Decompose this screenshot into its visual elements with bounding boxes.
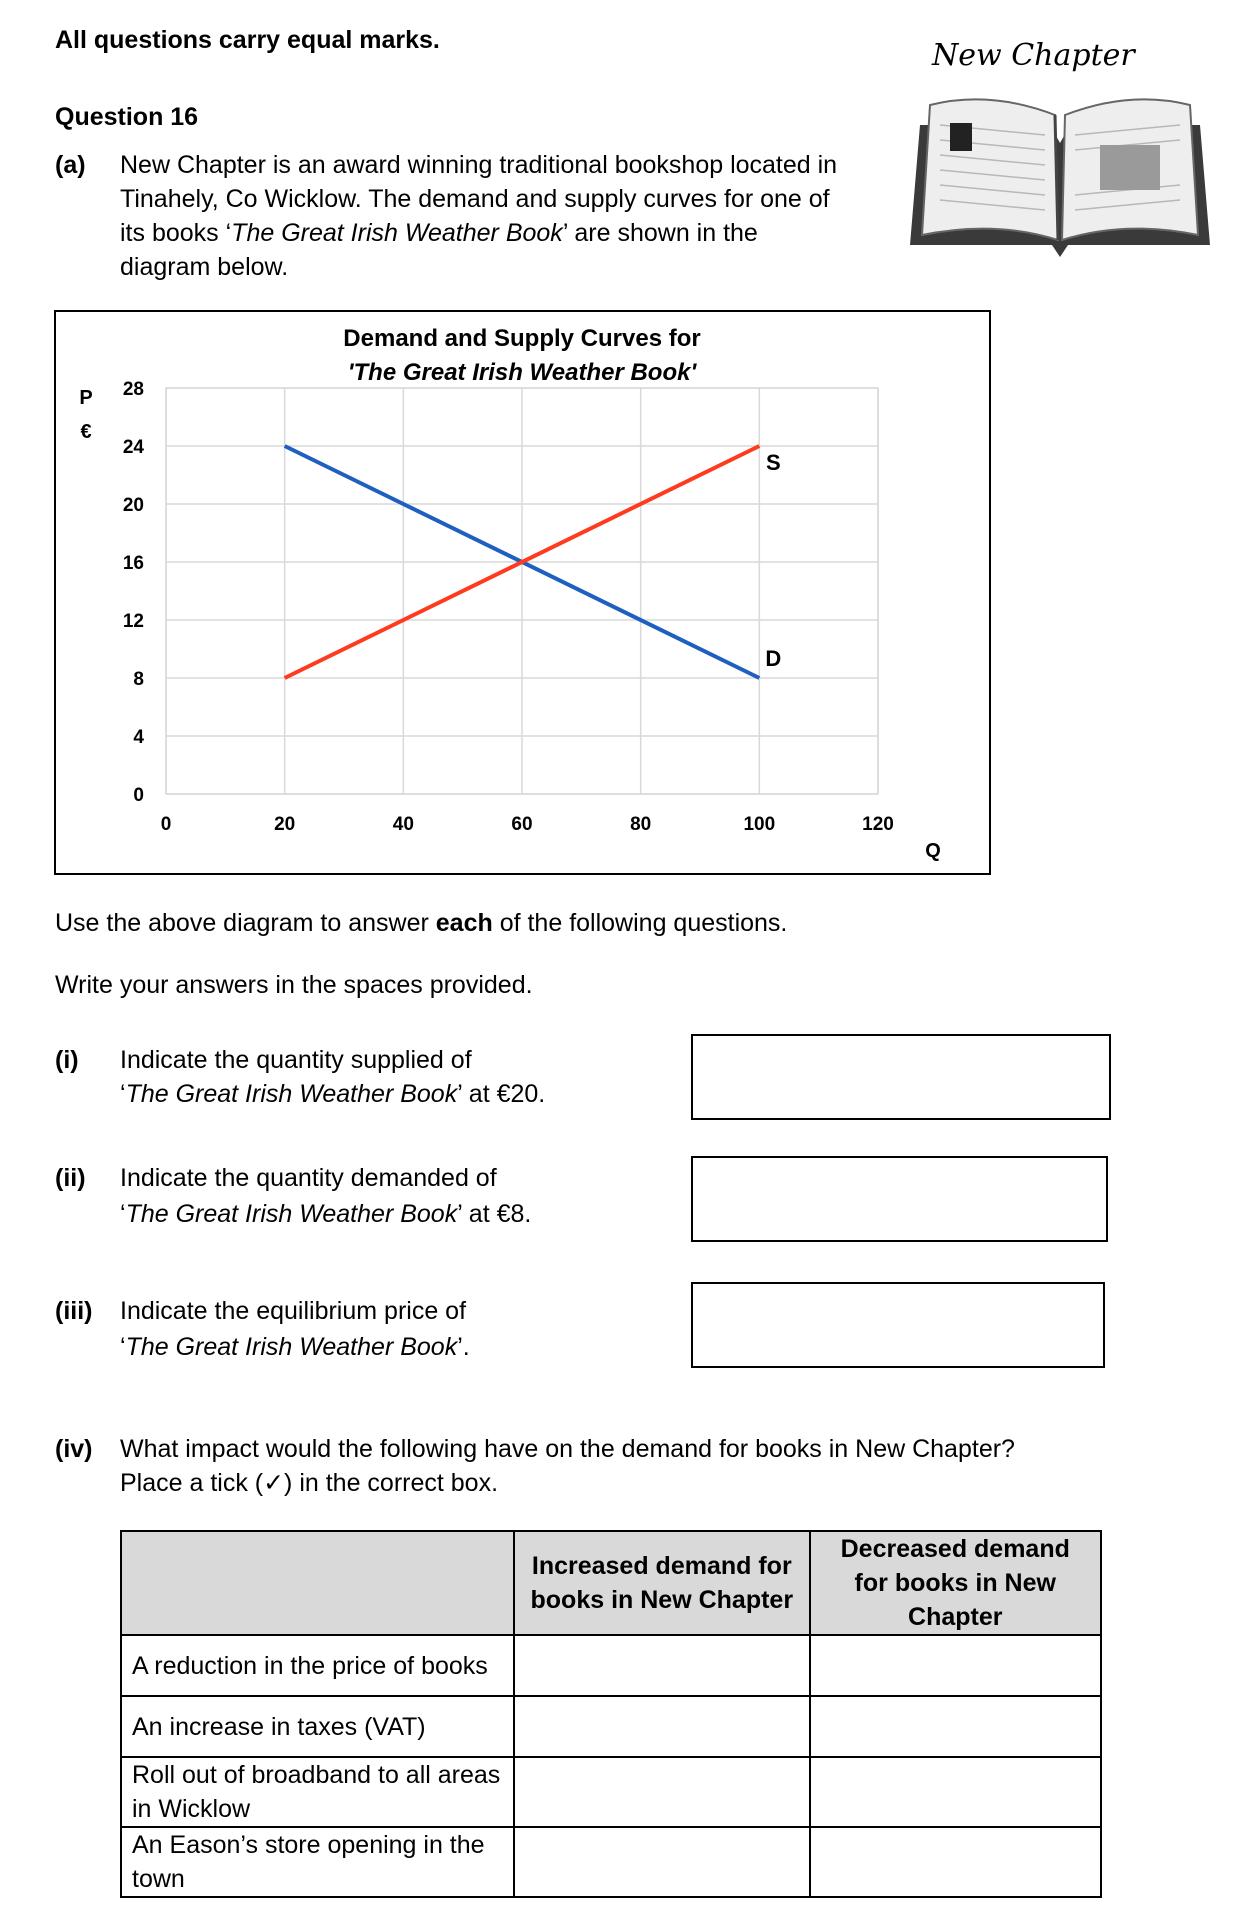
part-iv-label: (iv) bbox=[55, 1435, 93, 1463]
chart-title: Demand and Supply Curves for bbox=[343, 325, 701, 352]
part-a-line-3: its books ‘The Great Irish Weather Book’ are shown in the bbox=[120, 219, 758, 247]
logo-title: New Chapter bbox=[932, 38, 1135, 73]
series-label-s: S bbox=[765, 450, 781, 475]
write-answers-text: Write your answers in the spaces provided. bbox=[55, 971, 533, 999]
table-row bbox=[121, 1696, 1101, 1757]
column-decreased-demand: Decreased demand for books in New Chapter bbox=[810, 1531, 1102, 1635]
table-header-row bbox=[121, 1531, 1101, 1635]
y-tick-label: 4 bbox=[133, 727, 144, 748]
row-label: A reduction in the price of books bbox=[121, 1635, 514, 1696]
new-chapter-logo bbox=[900, 30, 1220, 255]
x-tick-label: 100 bbox=[743, 814, 776, 835]
row-label: Roll out of broadband to all areas in Wicklow bbox=[121, 1757, 514, 1827]
table-row bbox=[121, 1827, 1101, 1897]
tick-cell-decreased[interactable] bbox=[810, 1696, 1102, 1757]
table-header-blank bbox=[121, 1531, 514, 1635]
answer-box-ii[interactable] bbox=[691, 1156, 1108, 1242]
sub-question-iii-label: (iii) bbox=[55, 1297, 93, 1325]
open-book-icon bbox=[900, 85, 1220, 260]
book-title-italic: The Great Irish Weather Book bbox=[231, 219, 563, 247]
part-a-line-2: Tinahely, Co Wicklow. The demand and supply curves for one of bbox=[120, 185, 830, 213]
y-tick-label: 12 bbox=[122, 611, 144, 632]
part-a-line-1: New Chapter is an award winning traditional bookshop located in bbox=[120, 151, 838, 179]
y-axis-label: P bbox=[79, 387, 93, 409]
tick-cell-increased[interactable] bbox=[514, 1635, 809, 1696]
demand-supply-chart bbox=[56, 312, 989, 873]
instructions-text: All questions carry equal marks. bbox=[55, 26, 440, 54]
answer-box-iii[interactable] bbox=[691, 1282, 1105, 1368]
tick-cell-increased[interactable] bbox=[514, 1696, 809, 1757]
use-diagram-text: Use the above diagram to answer each of the following questions. bbox=[55, 909, 788, 937]
x-tick-label: 60 bbox=[511, 814, 533, 835]
tick-table bbox=[120, 1530, 1102, 1898]
table-row bbox=[121, 1635, 1101, 1696]
tick-cell-increased[interactable] bbox=[514, 1827, 809, 1897]
y-axis-unit: € bbox=[80, 421, 92, 443]
x-tick-label: 80 bbox=[630, 814, 652, 835]
x-tick-label: 40 bbox=[392, 814, 414, 835]
tick-cell-decreased[interactable] bbox=[810, 1827, 1102, 1897]
y-tick-label: 20 bbox=[122, 495, 144, 516]
series-label-d: D bbox=[765, 646, 782, 671]
chart-frame bbox=[54, 310, 991, 875]
sub-question-i-text: Indicate the quantity supplied of ‘The Great Irish Weather Book’ at €20. bbox=[120, 1046, 546, 1108]
y-tick-label: 24 bbox=[122, 437, 144, 458]
part-iv-text: What impact would the following have on the demand for books in New Chapter? Place a tick (✓) in the correct box. bbox=[120, 1435, 1015, 1497]
y-tick-label: 28 bbox=[122, 379, 144, 400]
sub-question-ii-text: Indicate the quantity demanded of ‘The Great Irish Weather Book’ at €8. bbox=[120, 1164, 532, 1228]
tick-cell-increased[interactable] bbox=[514, 1757, 809, 1827]
column-increased-demand: Increased demand for books in New Chapter bbox=[514, 1531, 809, 1635]
sub-question-i-label: (i) bbox=[55, 1046, 79, 1074]
x-tick-label: 20 bbox=[274, 814, 296, 835]
x-tick-label: 120 bbox=[862, 814, 894, 835]
y-tick-label: 0 bbox=[133, 785, 144, 806]
answer-box-i[interactable] bbox=[691, 1034, 1111, 1120]
part-a-line-4: diagram below. bbox=[120, 253, 289, 281]
tick-cell-decreased[interactable] bbox=[810, 1635, 1102, 1696]
part-a-label: (a) bbox=[55, 151, 86, 179]
chart-subtitle: 'The Great Irish Weather Book' bbox=[347, 359, 697, 386]
x-axis-label: Q bbox=[925, 840, 941, 862]
table-row bbox=[121, 1757, 1101, 1827]
row-label: An increase in taxes (VAT) bbox=[121, 1696, 514, 1757]
x-tick-label: 0 bbox=[160, 814, 172, 835]
y-tick-label: 16 bbox=[122, 553, 144, 574]
y-tick-label: 8 bbox=[133, 669, 144, 690]
sub-question-iii-text: Indicate the equilibrium price of ‘The Great Irish Weather Book’. bbox=[120, 1297, 470, 1361]
tick-cell-decreased[interactable] bbox=[810, 1757, 1102, 1827]
sub-question-ii-label: (ii) bbox=[55, 1164, 86, 1192]
row-label: An Eason’s store opening in the town bbox=[121, 1827, 514, 1897]
part-a-text bbox=[120, 148, 880, 284]
question-title: Question 16 bbox=[55, 103, 199, 131]
